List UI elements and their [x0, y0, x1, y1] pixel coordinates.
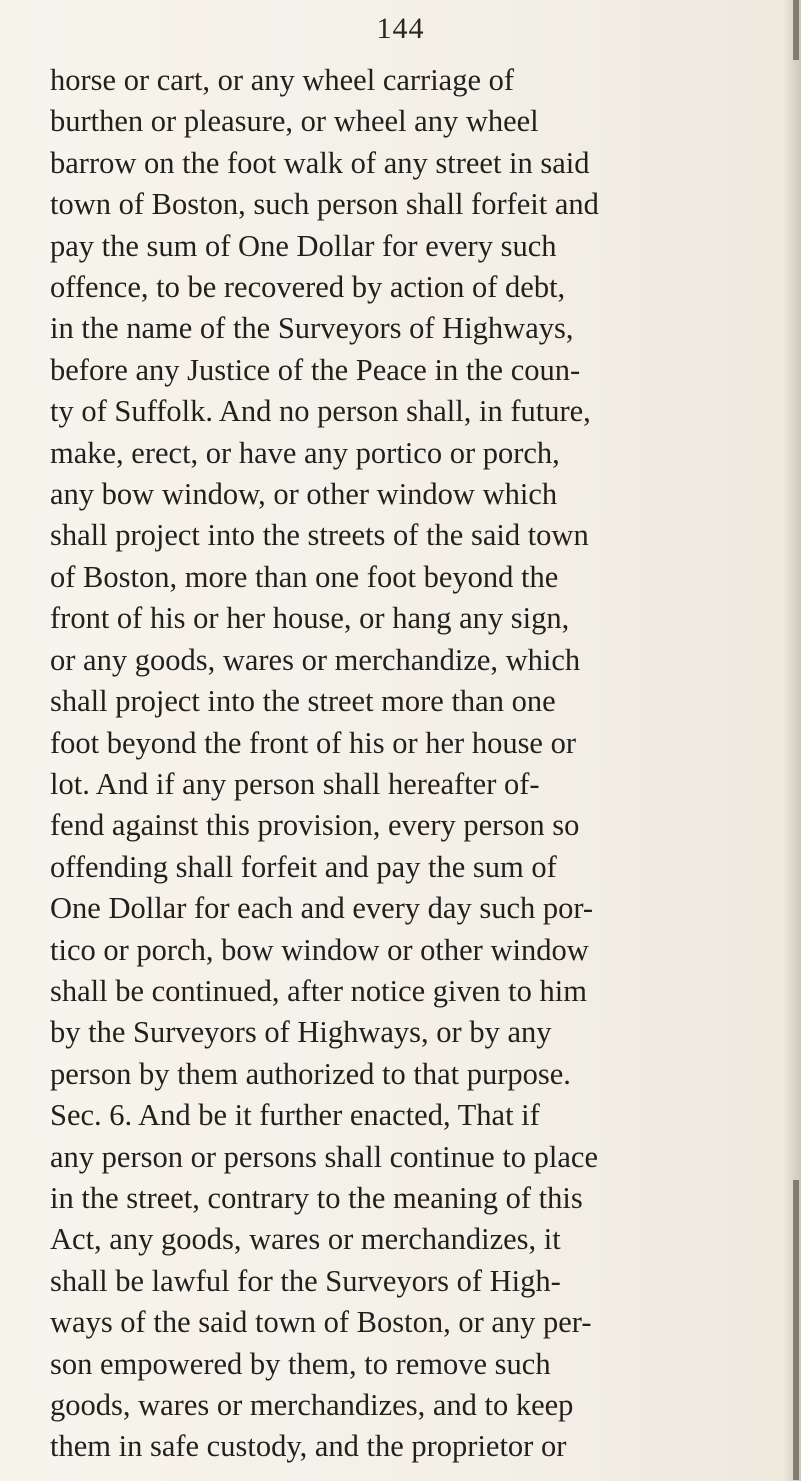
text-line: barrow on the foot walk of any street in said [50, 145, 590, 180]
text-line: pay the sum of One Dollar for every such [50, 228, 557, 263]
text-line: person by them authorized to that purpose. [50, 1056, 571, 1091]
text-line: shall project into the streets of the said town [50, 518, 589, 553]
text-line: horse or cart, or any wheel carriage of [50, 63, 515, 97]
text-line: make, erect, or have any portico or porch, [50, 435, 560, 470]
text-line: of Boston, more than one foot beyond the [50, 559, 559, 594]
body-text [50, 60, 790, 1468]
text-line: ty of Suffolk. And no person shall, in future, [50, 394, 591, 429]
text-line: by the Surveyors of Highways, or by any [50, 1015, 552, 1050]
text-line: in the street, contrary to the meaning of this [50, 1180, 583, 1215]
text-line: burthen or pleasure, or wheel any wheel [50, 104, 539, 139]
text-line: before any Justice of the Peace in the coun- [50, 352, 581, 387]
text-line: in the name of the Surveyors of Highways, [50, 311, 574, 346]
text-line: Sec. 6. And be it further enacted, That if [50, 1098, 540, 1133]
binding-edge-mark [793, 1180, 799, 1480]
text-line: offence, to be recovered by action of debt, [50, 270, 566, 305]
binding-edge-mark [793, 0, 799, 60]
text-line: One Dollar for each and every day such por- [50, 891, 594, 926]
text-line: fend against this provision, every person so [50, 808, 580, 843]
text-line: ways of the said town of Boston, or any per- [50, 1305, 592, 1340]
text-line: or any goods, wares or merchandize, which [50, 642, 581, 677]
text-line: offending shall forfeit and pay the sum of [50, 849, 557, 884]
text-line: any person or persons shall continue to place [50, 1139, 599, 1174]
page-number: 144 [376, 12, 425, 45]
text-line: goods, wares or merchandizes, and to keep [50, 1388, 574, 1422]
text-line: any bow window, or other window which [50, 477, 558, 512]
text-line: front of his or her house, or hang any sign, [50, 601, 570, 636]
text-line: town of Boston, such person shall forfeit and [50, 187, 599, 222]
text-line: tico or porch, bow window or other window [50, 932, 589, 967]
text-line: shall project into the street more than one [50, 684, 556, 719]
text-line: shall be lawful for the Surveyors of High- [50, 1263, 561, 1298]
text-line: son empowered by them, to remove such [50, 1346, 551, 1381]
text-line: lot. And if any person shall hereafter of- [50, 766, 540, 801]
text-line: them in safe custody, and the proprietor or [50, 1429, 567, 1464]
text-line: Act, any goods, wares or merchandizes, it [50, 1222, 561, 1257]
text-line: shall be continued, after notice given to him [50, 973, 587, 1008]
text-line: foot beyond the front of his or her house or [50, 725, 577, 760]
